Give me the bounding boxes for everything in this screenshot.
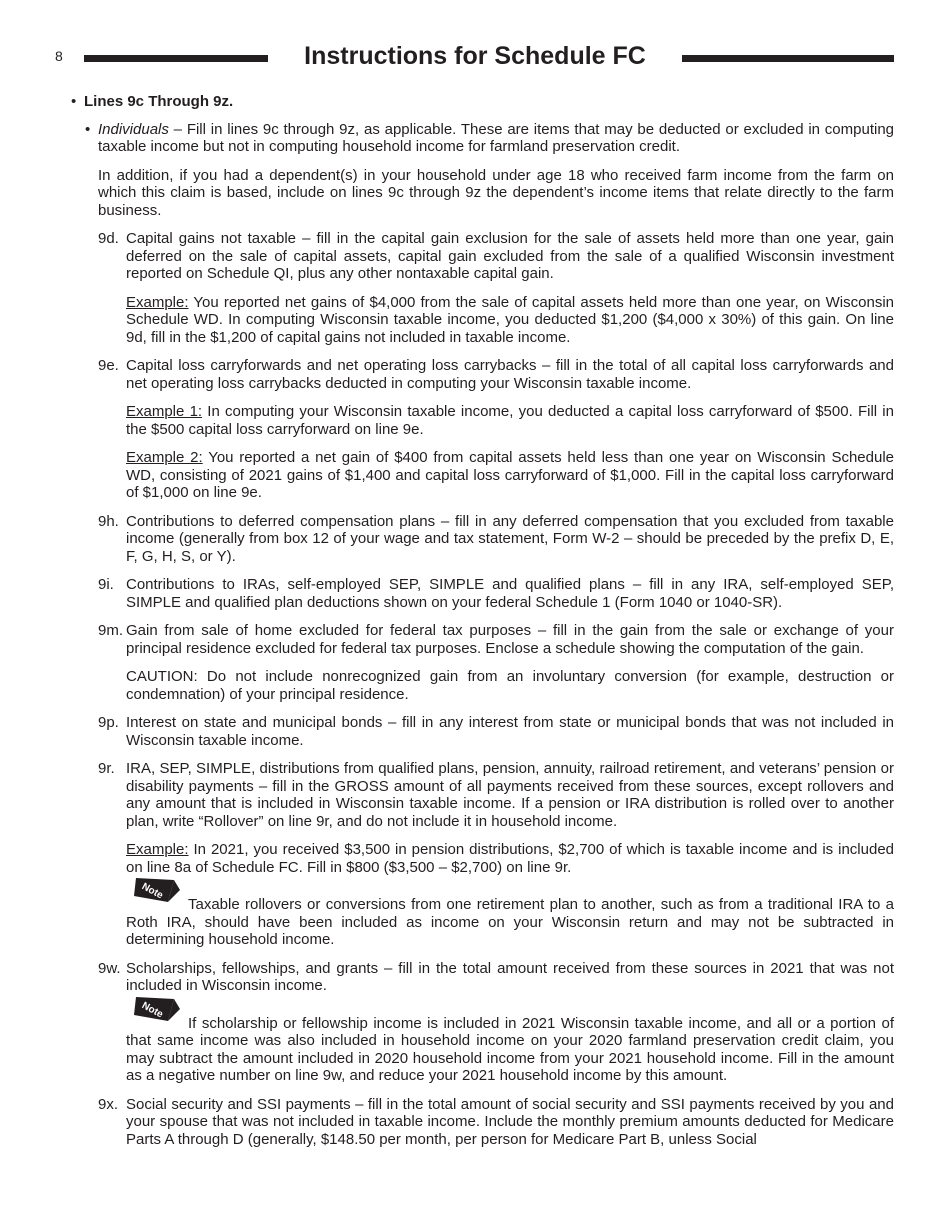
line-9i-number: 9i. [98,576,114,593]
individuals-paragraph [0,121,950,156]
line-9m-text: Gain from sale of home excluded for federal tax purposes – fill in the gain from the sale or exchange of your principal residence excluded for federal tax purposes. Enclose a schedule showing the computation of the gain. [126,622,894,657]
document-body [0,93,950,1159]
line-9e-item [0,357,950,392]
line-9h-item [0,513,950,566]
line-9x-text: Social security and SSI payments – fill in the total amount of social security and SSI payments received by you and your spouse that was not included in taxable income. Include the monthly premium amounts deducted for Medicare Parts A through D (generally, $148.50 per month, per person for Medicare Part B, unless Social [126,1095,894,1148]
line-9e-number: 9e. [98,357,119,374]
note-icon-label: Note [139,881,165,902]
line-9r-number: 9r. [98,760,115,777]
line-9d-item [0,230,950,283]
line-9e-example-2-text: You reported a net gain of $400 from capital assets held less than one year on Wisconsin Schedule WD, consisting of 2021 gains of $1,400 and capital loss carryforward of $1,000. Fill in the capital loss carryforward of $1,000 on line 9e. [126,449,894,501]
line-9m-item [0,622,950,657]
line-9e-example-1-text: In computing your Wisconsin taxable income, you deducted a capital loss carryforward of $500. Fill in the $500 capital loss carryforward on line 9e. [126,403,894,438]
line-9w-text: Scholarships, fellowships, and grants – fill in the total amount received from these sources in 2021 that was not included in Wisconsin income. [126,959,894,994]
line-9w-note-text: If scholarship or fellowship income is included in 2021 Wisconsin taxable income, and all or a portion of that same income was also included in household income on your 2020 farmland preservation credit claim, you may subtract the amount included in 2020 household income from your 2021 household income. Fill in the amount as a negative number on line 9w, and reduce your 2021 household income by this amount. [126,1014,894,1084]
line-9d-example-text: You reported net gains of $4,000 from the sale of capital assets held more than one year, on Wisconsin Schedule WD. In computing Wisconsin taxable income, you deducted $1,200 ($4,000 x 30%) of this gain. On line 9d, fill in the $1,200 of capital gains not included in taxable income. [126,293,894,346]
line-9h-text: Contributions to deferred compensation plans – fill in any deferred compensation that you excluded from taxable income (generally from box 12 of your wage and tax statement, Form W-2 – should be preceded by the prefix D, E, F, G, H, S, or Y). [126,512,894,565]
line-9r-text: IRA, SEP, SIMPLE, distributions from qualified plans, pension, annuity, railroad retirement, and veterans’ pension or disability payments – fill in the GROSS amount of all payments received from these sources, except rollovers and any amount that is included in Wisconsin taxable income. If a pension or IRA distribution is rolled over to another plan, write “Rollover” on line 9r, and do not include it in household income. [126,760,894,830]
header-rule-left [84,55,268,62]
individuals-bullet: • [85,120,91,138]
individuals-text: – Fill in lines 9c through 9z, as applicable. These are items that may be deducted or excluded in computing taxable income but not in computing household income for farmland preservation credit. [98,120,894,155]
line-9d-example [0,294,950,347]
line-9r-note-text: Taxable rollovers or conversions from one retirement plan to another, such as from a traditional IRA to a Roth IRA, should have been included as income on your Wisconsin return and may not be subtracted in determining household income. [126,896,894,948]
note-icon [134,876,180,904]
page-number: 8 [55,48,63,64]
line-9e-text: Capital loss carryforwards and net operating loss carrybacks – fill in the total of all capital loss carryforwards and net operating loss carrybacks deducted in computing your Wisconsin taxable income. [126,357,894,392]
line-9m-number: 9m. [98,622,124,639]
line-9m-caution: CAUTION: Do not include nonrecognized gain from an involuntary conversion (for example, destruction or condemnation) of your principal residence. [126,668,894,703]
note-icon [134,995,180,1023]
line-9w-note [0,999,950,1085]
line-9i-text: Contributions to IRAs, self-employed SEP, SIMPLE and qualified plans – fill in any IRA, self-employed SEP, SIMPLE and qualified plan deductions shown on your federal Schedule 1 (Form 1040 or 1040-SR). [126,576,894,611]
line-9r-item [0,760,950,830]
line-9x-item [0,1096,950,1149]
section-heading-text: Lines 9c Through 9z. [84,93,234,110]
line-9r-example-label: Example: [126,841,189,858]
section-heading [0,93,950,111]
line-9e-example-2-label: Example 2: [126,449,203,466]
line-9e-example-2 [0,449,950,502]
individuals-label: Individuals [98,120,169,138]
line-9i-item [0,576,950,611]
line-9e-example-1-label: Example 1: [126,403,203,420]
line-9w-number: 9w. [98,959,121,977]
additional-dependents-paragraph: In addition, if you had a dependent(s) in your household under age 18 who received farm income from the farm on which this claim is based, include on lines 9c through 9z the dependent’s income items that relate directly to the farm business. [98,166,894,219]
line-9p-item [0,714,950,749]
line-9r-example [0,841,950,876]
line-9e-example-1 [0,403,950,438]
note-icon-label: Note [139,999,165,1020]
line-9h-number: 9h. [98,512,119,530]
line-9w-item [0,960,950,995]
line-9x-number: 9x. [98,1095,119,1113]
section-bullet: • [71,93,77,110]
line-9r-note [0,881,950,949]
line-9p-number: 9p. [98,714,119,731]
line-9d-text: Capital gains not taxable – fill in the capital gain exclusion for the sale of assets held more than one year, gain deferred on the sale of capital assets, capital gain excluded from the sale of a qualified Wisconsin investment reported on Schedule QI, plus any other nontaxable capital gain. [126,230,894,282]
line-9d-number: 9d. [98,230,119,247]
line-9p-text: Interest on state and municipal bonds – fill in any interest from state or municipal bonds that was not included in Wisconsin taxable income. [126,714,894,749]
page-title: Instructions for Schedule FC [304,42,646,70]
line-9r-example-text: In 2021, you received $3,500 in pension distributions, $2,700 of which is taxable income and is included on line 8a of Schedule FC. Fill in $800 ($3,500 – $2,700) on line 9r. [126,841,894,876]
header-rule-right [682,55,894,62]
line-9d-example-label: Example: [126,293,189,311]
